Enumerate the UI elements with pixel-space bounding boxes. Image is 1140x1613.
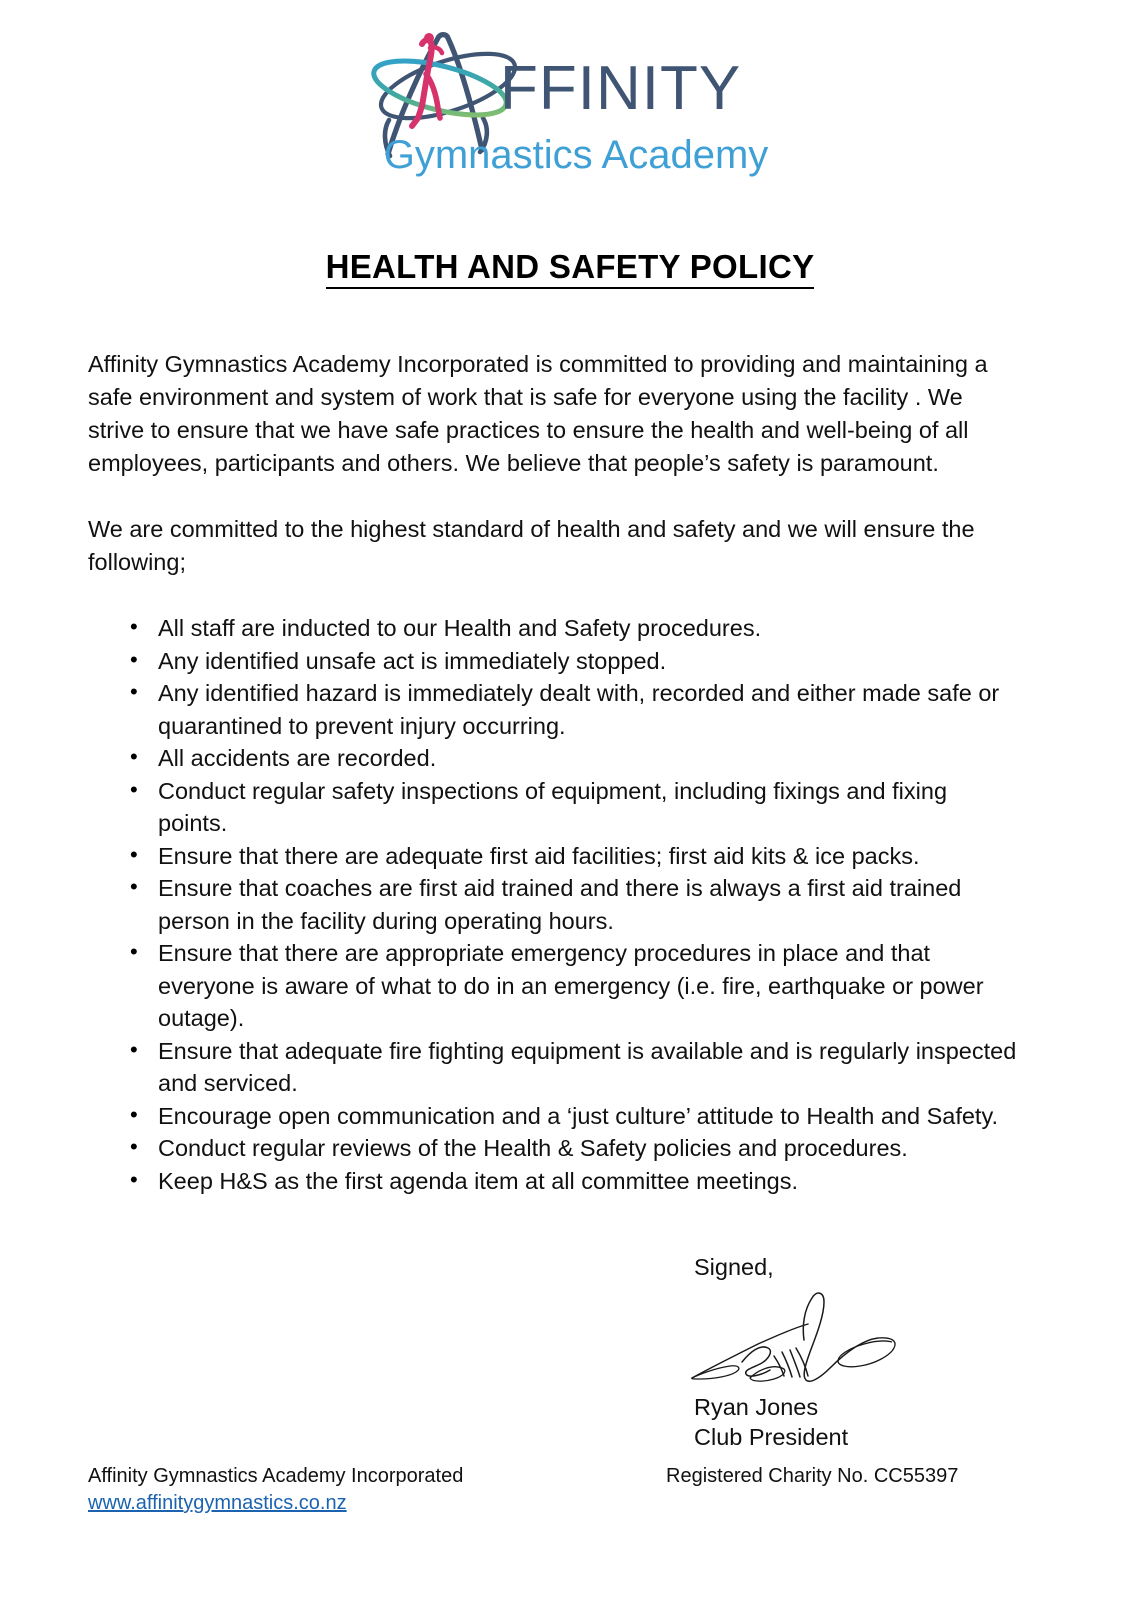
signatory-name: Ryan Jones [694, 1394, 819, 1420]
footer-spacer [666, 1490, 1018, 1517]
list-item: • Encourage open communication and a ‘just culture’ attitude to Health and Safety. [88, 1100, 1018, 1133]
list-item: • All accidents are recorded. [88, 742, 1018, 775]
signed-label: Signed, [694, 1254, 774, 1280]
list-item: • All staff are inducted to our Health and Safety procedures. [88, 612, 1018, 645]
list-item: • Keep H&S as the first agenda item at all committee meetings. [88, 1165, 1018, 1198]
logo-wordmark: FFINITY [500, 54, 742, 123]
policy-bullet-list [88, 612, 1018, 1197]
signatory-role: Club President [694, 1424, 849, 1450]
commitment-paragraph: We are committed to the highest standard of health and safety and we will ensure the following; [88, 516, 975, 575]
signature-block [694, 1252, 994, 1450]
footer-organisation: Affinity Gymnastics Academy Incorporated [88, 1465, 464, 1487]
intro-paragraph: Affinity Gymnastics Academy Incorporated is committed to providing and maintaining a safe environment and system of work that is safe for everyone using the facility . We strive to ensure that we have safe practices to ensure the health and well-being of all employees, participants and others. We believe that people’s safety is paramount. [88, 351, 988, 476]
list-item: • Ensure that there are appropriate emergency procedures in place and that everyone is aware of what to do in an emergency (i.e. fire, earthquake or power outage). [88, 937, 1018, 1035]
list-item: • Ensure that coaches are first aid trained and there is always a first aid trained person in the facility during operating hours. [88, 872, 1018, 937]
list-item: • Conduct regular safety inspections of equipment, including fixings and fixing points. [88, 775, 1018, 840]
footer-charity-number: Registered Charity No. CC55397 [666, 1465, 959, 1487]
list-item: • Any identified unsafe act is immediately stopped. [88, 645, 1018, 678]
footer-website-link[interactable]: www.affinitygymnastics.co.nz [88, 1492, 347, 1514]
handwritten-signature-icon [686, 1282, 916, 1392]
document-body [88, 348, 1018, 1197]
logo-subtitle: Gymnastics Academy [383, 133, 769, 177]
list-item: • Ensure that there are adequate first aid facilities; first aid kits & ice packs. [88, 840, 1018, 873]
page-title-text: HEALTH AND SAFETY POLICY [326, 248, 815, 289]
page-title [0, 248, 1140, 286]
list-item: • Ensure that adequate fire fighting equipment is available and is regularly inspected and serviced. [88, 1035, 1018, 1100]
list-item: • Any identified hazard is immediately dealt with, recorded and either made safe or quarantined to prevent injury occurring. [88, 677, 1018, 742]
page-footer [88, 1463, 1018, 1517]
company-logo [0, 22, 1140, 207]
list-item: • Conduct regular reviews of the Health & Safety policies and procedures. [88, 1132, 1018, 1165]
